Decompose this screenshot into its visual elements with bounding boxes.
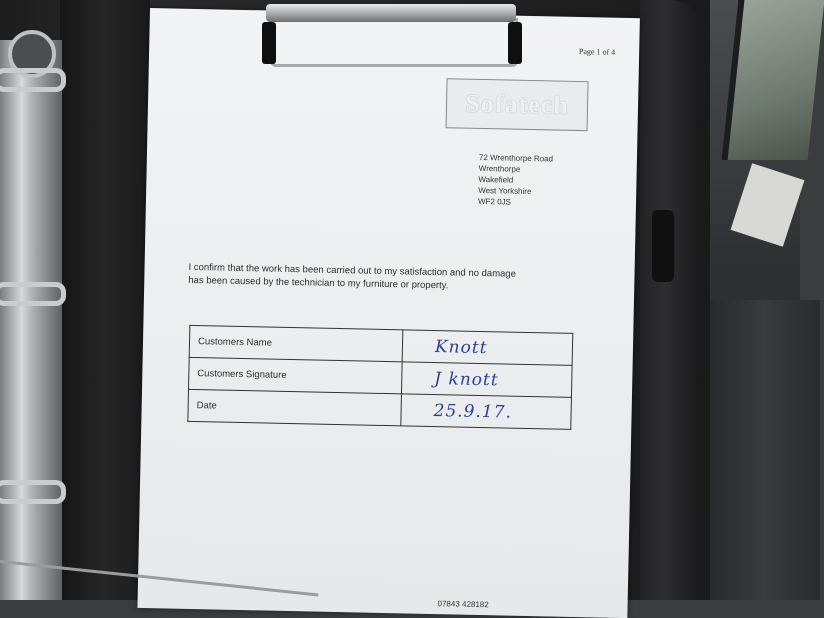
zipper-tab	[652, 210, 674, 282]
address-line: Wakefield	[478, 174, 514, 185]
page-number: Page 1 of 4	[578, 46, 616, 57]
date-label: Date	[188, 389, 402, 425]
folder-edge	[640, 0, 700, 600]
binder-ring	[0, 480, 66, 504]
confirmation-line: I confirm that the work has been carried out to my satisfaction and no damage	[188, 261, 517, 280]
address-line: Wrenthorpe	[478, 163, 521, 174]
signature-table	[187, 325, 573, 430]
binder-ring	[0, 68, 66, 92]
address-line: WF2 0JS	[477, 196, 512, 207]
company-address	[478, 152, 553, 209]
confirmation-statement	[188, 261, 558, 295]
car-window	[722, 0, 824, 160]
logo-text: Sofatech	[465, 88, 570, 120]
customer-name-value: Knott	[402, 330, 573, 366]
address-line: 72 Wrenthorpe Road	[478, 152, 554, 164]
clipboard-clip-wire	[270, 18, 518, 67]
clip-foot	[508, 22, 522, 64]
table-row	[188, 389, 572, 429]
address-line: West Yorkshire	[478, 185, 532, 197]
footer-phone: 07843 428182	[437, 599, 489, 610]
binder-ring	[0, 282, 66, 306]
date-value: 25.9.17.	[401, 394, 572, 430]
confirmation-line: has been caused by the technician to my furniture or property.	[188, 274, 449, 292]
folder-spine	[60, 0, 150, 600]
customer-signature-label: Customers Signature	[189, 357, 403, 393]
clip-foot	[262, 22, 276, 64]
ring-binder-plate	[0, 40, 62, 600]
company-logo	[446, 78, 589, 131]
customer-name-label: Customers Name	[189, 325, 403, 361]
job-sheet-paper	[137, 8, 639, 618]
customer-signature-value: J knott	[401, 362, 572, 398]
clipboard-clip	[266, 4, 516, 22]
